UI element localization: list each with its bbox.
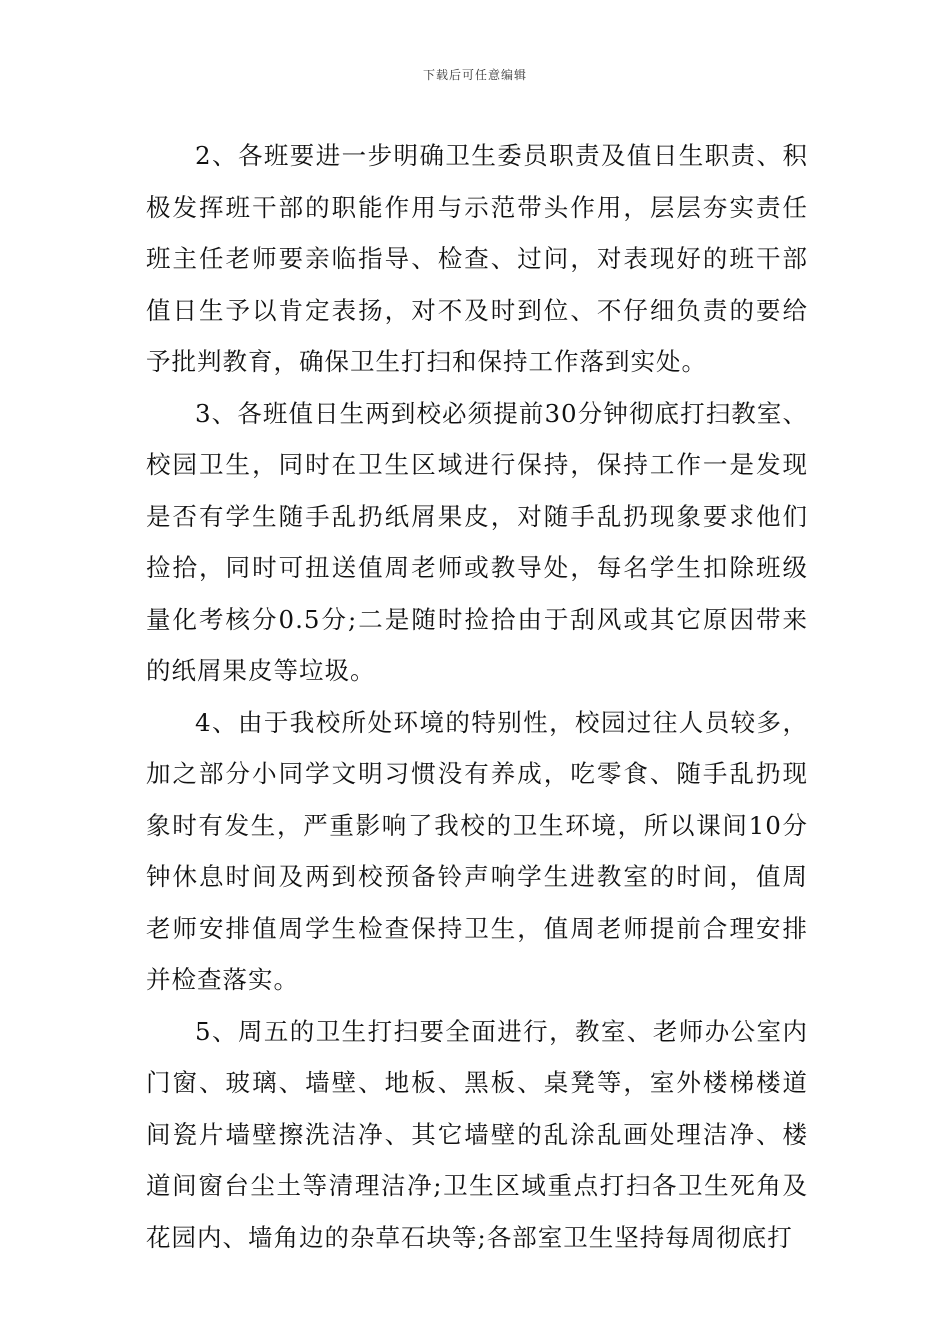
document-body: [146, 130, 808, 1263]
header-note: 下载后可任意编辑: [422, 68, 527, 82]
paragraph-3: 3、各班值日生两到校必须提前30分钟彻底打扫教室、校园卫生，同时在卫生区域进行保持，保持工作一是发现是否有学生随手乱扔纸屑果皮，对随手乱扔现象要求他们捡拾，同时可扭送值周老师或教导处，每名学生扣除班级量化考核分0.5分;二是随时捡拾由于刮风或其它原因带来的纸屑果皮等垃圾。: [146, 398, 808, 685]
paragraph-2: 2、各班要进一步明确卫生委员职责及值日生职责、积极发挥班干部的职能作用与示范带头作用，层层夯实责任班主任老师要亲临指导、检查、过问，对表现好的班干部值日生予以肯定表扬，对不及时到位、不仔细负责的要给予批判教育，确保卫生打扫和保持工作落到实处。: [146, 141, 808, 376]
paragraph-5: 5、周五的卫生打扫要全面进行，教室、老师办公室内门窗、玻璃、墙壁、地板、黑板、桌凳等，室外楼梯楼道间瓷片墙壁擦洗洁净、其它墙壁的乱涂乱画处理洁净、楼道间窗台尘土等清理洁净;卫生区域重点打扫各卫生死角及花园内、墙角边的杂草石块等;各部室卫生坚持每周彻底打: [146, 1016, 808, 1252]
paragraph-4: 4、由于我校所处环境的特别性，校园过往人员较多，加之部分小同学文明习惯没有养成，吃零食、随手乱扔现象时有发生，严重影响了我校的卫生环境，所以课间10分钟休息时间及两到校预备铃声响学生进教室的时间，值周老师安排值周学生检查保持卫生，值周老师提前合理安排并检查落实。: [146, 707, 808, 994]
